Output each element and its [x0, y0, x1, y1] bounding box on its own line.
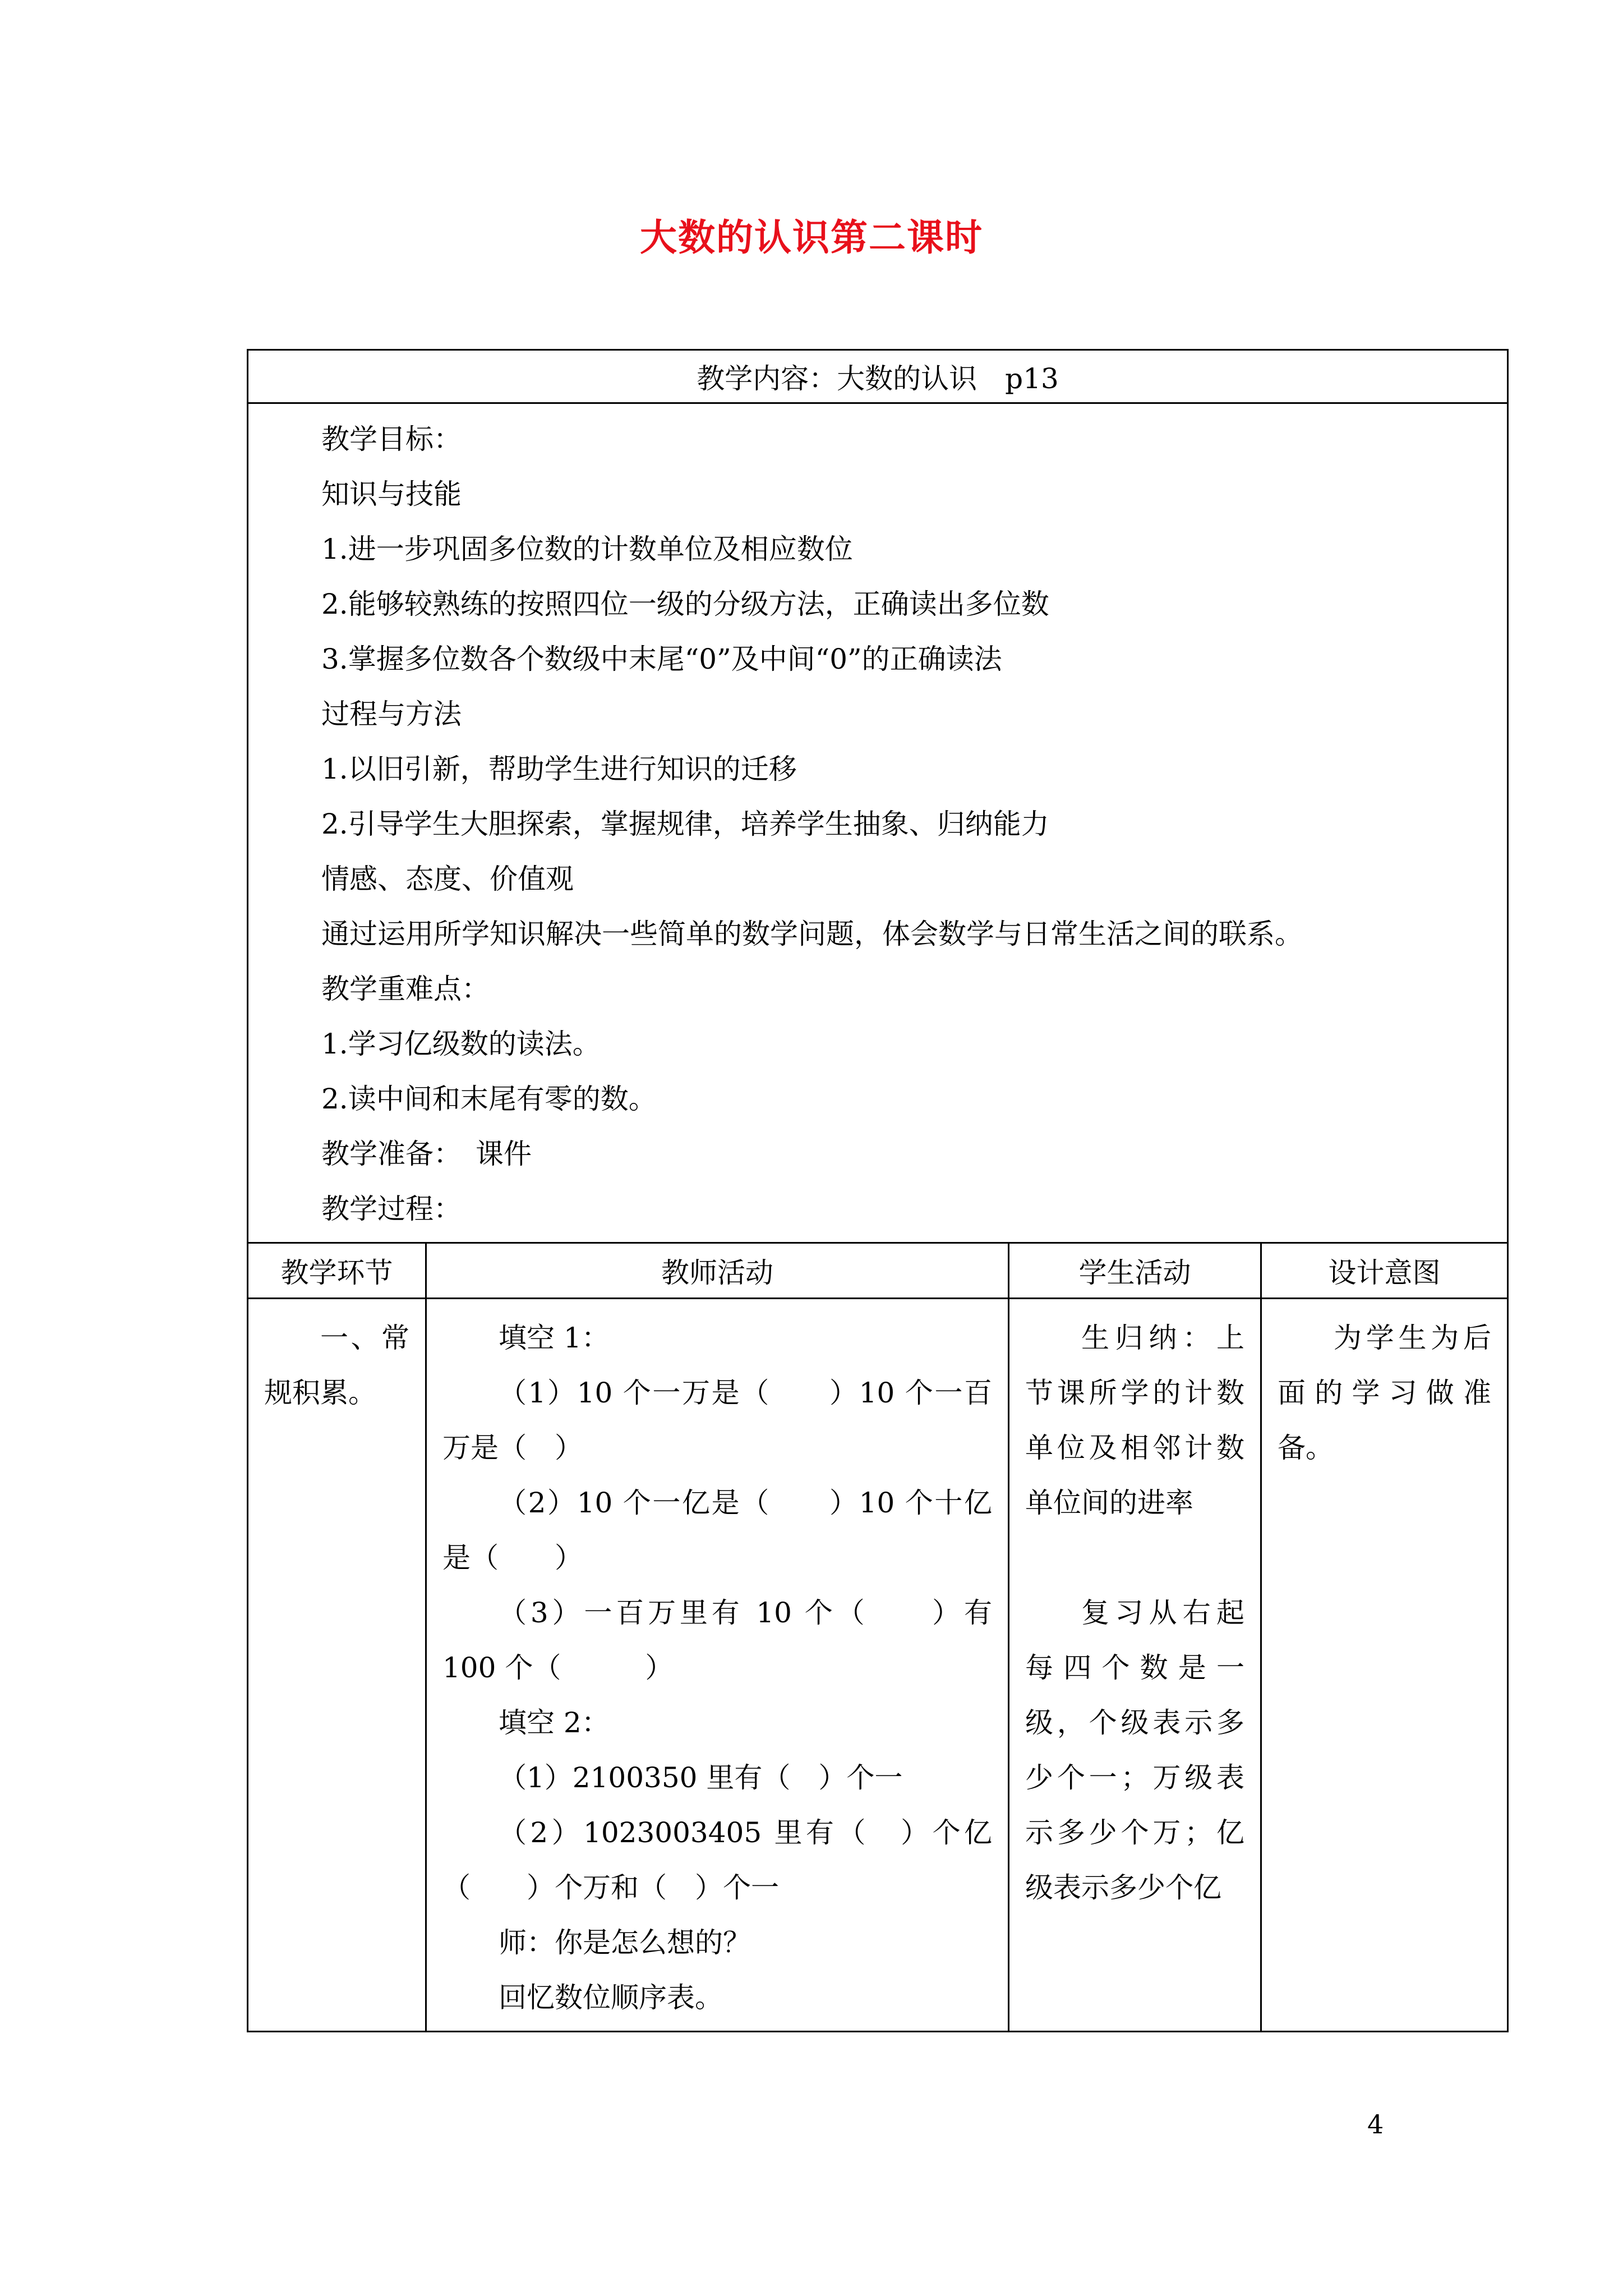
teacher-line: 填空 1：: [499, 1322, 610, 1354]
objective-line: 教学准备： 课件: [321, 1138, 532, 1170]
teacher-line: （1）2100350 里有（ ）个一: [499, 1761, 903, 1794]
objective-line: 教学重难点：: [321, 973, 490, 1005]
student-paragraph: 复习从右起每四个数是一级，个级表示多少个一；万级表示多少个万；亿级表示多少个亿: [1025, 1596, 1244, 1904]
column-header-teacher-activity: 教师活动: [426, 1243, 1009, 1299]
column-header-stage: 教学环节: [248, 1243, 426, 1299]
teacher-line: 填空 2：: [499, 1706, 610, 1739]
stage-text: 一、常规积累。: [264, 1322, 409, 1409]
design-intent-cell: [1261, 1299, 1508, 2032]
objective-line: 2.读中间和末尾有零的数。: [321, 1083, 657, 1115]
student-activity-cell: [1009, 1299, 1261, 2032]
page-number: 4: [1367, 2109, 1384, 2139]
objective-line: 2.能够较熟练的按照四位一级的分级方法，正确读出多位数: [321, 588, 1049, 620]
intent-text: 为学生为后面的学习做准备。: [1278, 1322, 1492, 1464]
objective-line: 情感、态度、价值观: [321, 863, 574, 895]
objective-line: 1.学习亿级数的读法。: [321, 1028, 601, 1060]
stage-cell: [248, 1299, 426, 2032]
table-row: [248, 1299, 1508, 2032]
lesson-plan-table: [247, 349, 1509, 2032]
teacher-line: （1）10 个一万是（ ）10 个一百万是（ ）: [442, 1377, 992, 1464]
teaching-objectives-block: [248, 403, 1508, 1243]
teaching-content-header: 教学内容：大数的认识 p13: [248, 350, 1508, 403]
objective-line: 过程与方法: [321, 698, 462, 730]
objective-line: 1.进一步巩固多位数的计数单位及相应数位: [321, 533, 853, 565]
teacher-line: （2）10 个一亿是（ ）10 个十亿是（ ）: [442, 1487, 992, 1574]
teacher-line: （3）一百万里有 10 个（ ）有 100 个（ ）: [442, 1596, 992, 1684]
teacher-line: （2）1023003405 里有（ ）个亿 （ ）个万和（ ）个一: [442, 1816, 1020, 1904]
objective-line: 知识与技能: [321, 478, 462, 510]
objective-line: 2.引导学生大胆探索，掌握规律，培养学生抽象、归纳能力: [321, 808, 1049, 840]
objective-line: 1.以旧引新，帮助学生进行知识的迁移: [321, 753, 797, 785]
objective-line: 教学过程：: [321, 1193, 462, 1225]
teacher-line: 师：你是怎么想的？: [499, 1926, 751, 1959]
teacher-line: 回忆数位顺序表。: [499, 1981, 723, 2014]
objective-line: 通过运用所学知识解决一些简单的数学问题，体会数学与日常生活之间的联系。: [321, 918, 1303, 950]
column-header-design-intent: 设计意图: [1261, 1243, 1508, 1299]
student-paragraph: 生归纳：上节课所学的计数单位及相邻计数单位间的进率: [1025, 1322, 1244, 1519]
objective-line: 教学目标：: [321, 423, 462, 455]
document-title: 大数的认识第二课时: [640, 216, 983, 259]
teacher-activity-cell: [426, 1299, 1020, 2032]
column-header-student-activity: 学生活动: [1009, 1243, 1261, 1299]
objective-line: 3.掌握多位数各个数级中末尾“0”及中间“0”的正确读法: [321, 643, 1002, 675]
